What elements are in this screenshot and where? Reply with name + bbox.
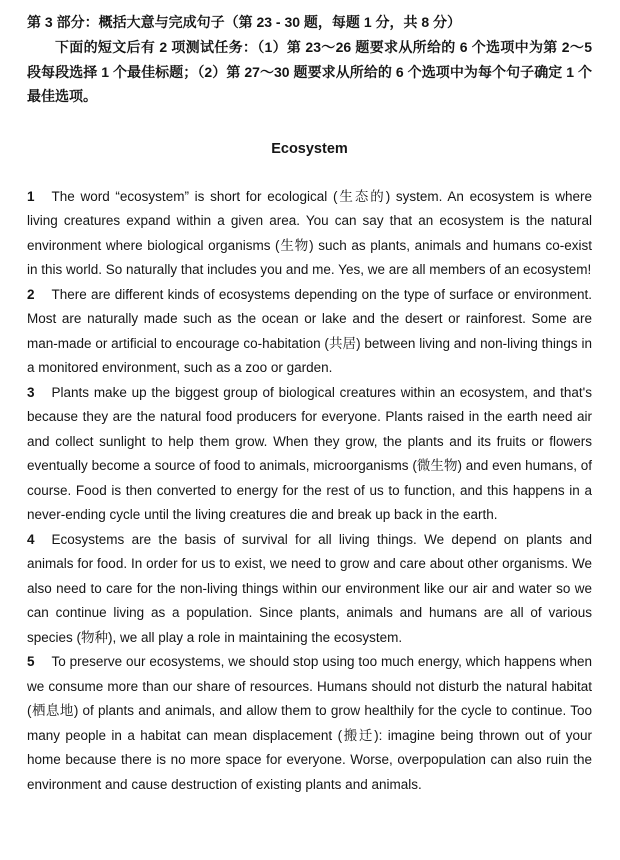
passage-paragraph bbox=[27, 283, 592, 381]
passage-paragraph bbox=[27, 650, 592, 797]
passage-paragraph bbox=[27, 185, 592, 283]
paragraph-number: 4 bbox=[27, 531, 35, 547]
paragraph-number: 2 bbox=[27, 286, 35, 302]
passage-title: Ecosystem bbox=[271, 140, 348, 157]
passage-paragraph bbox=[27, 381, 592, 528]
section-header bbox=[27, 10, 592, 109]
paragraph-text: The word “ecosystem” is short for ecological (生态的) system. An ecosystem is where living creatures expand within a given area. You can say that an ecosystem is the natural environment where biological organisms (生物) such as plants, animals and humans co-exist in this world. So naturally that includes you and me. Yes, we are all members of an ecosystem! bbox=[27, 188, 592, 277]
paragraph-text: There are different kinds of ecosystems depending on the type of surface or environment. Most are naturally made such as the ocean or lake and the desert or rainforest. Some are man-made or artificial to encourage co-habitation (共居) between living and non-living things in a monitored environment, such as a zoo or garden. bbox=[27, 286, 592, 375]
section-instructions: 下面的短文后有 2 项测试任务：（1）第 23～26 题要求从所给的 6 个选项中为第 2～5 段每段选择 1 个最佳标题；（2）第 27～30 题要求从所给的 6 个选项中为每个句子确定 1 个最佳选项。 bbox=[27, 39, 592, 104]
paragraph-number: 5 bbox=[27, 654, 35, 669]
paragraph-text: Plants make up the biggest group of biological creatures within an ecosystem, and that's because they are the natural food producers for everyone. Plants raised in the earth need air and collect sunlight to help them grow. When they grow, the plants and its fruits or flowers eventually become a source of food to animals, microorganisms (微生物) and even humans, of course. Food is then converted to energy for the rest of us to function, and this happens in a never-ending cycle until the living creatures die and break up back in the earth. bbox=[27, 384, 592, 522]
passage-paragraph bbox=[27, 528, 592, 651]
section-title: 第 3 部分：概括大意与完成句子（第 23 - 30 题，每题 1 分，共 8 分） bbox=[27, 14, 462, 30]
paragraph-number: 3 bbox=[27, 384, 35, 400]
paragraph-text: Ecosystems are the basis of survival for all living things. We depend on plants and animals for food. In order for us to exist, we need to grow and care about other organisms. We also need to care for the non-living things within our environment like our air and water so we can continue living as a population. Since plants, animals and humans are all of various species (物种), we all play a role in maintaining the ecosystem. bbox=[27, 531, 592, 645]
paragraph-number: 1 bbox=[27, 188, 35, 204]
paragraph-text: To preserve our ecosystems, we should stop using too much energy, which happens when we consume more than our share of resources. Humans should not disturb the natural habitat (栖息地) of plants and animals, and allow them to grow healthily for the cycle to continue. Too many people in a habitat can mean displacement (搬迁): imagine being thrown out of your home because there is no more space for everyone. Worse, overpopulation can also ruin the environment and cause destruction of existing plants and animals. bbox=[27, 654, 592, 792]
passage-body bbox=[27, 185, 592, 798]
